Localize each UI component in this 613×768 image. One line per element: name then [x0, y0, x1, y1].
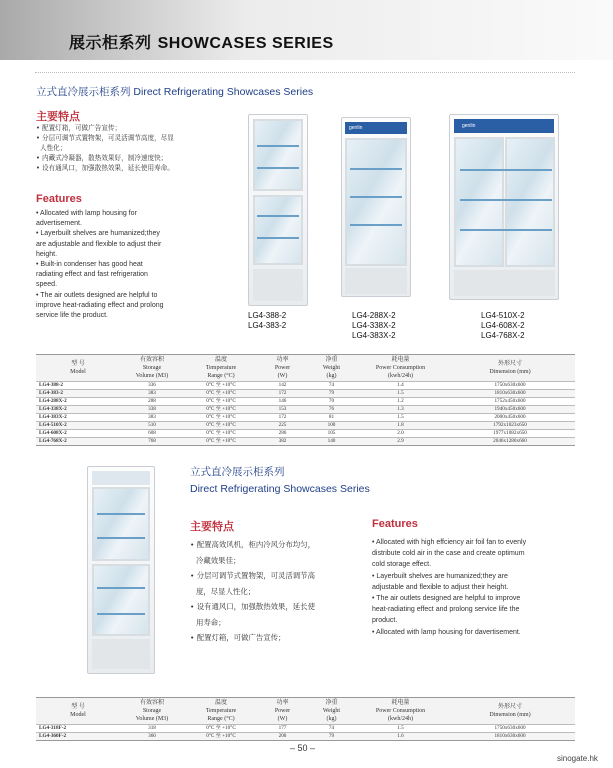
feature-line: • 内藏式冷凝器，散热效果好，制冷速度快；: [36, 154, 168, 162]
fridge-image-lg4-388: [248, 114, 308, 306]
col-volume: 有效容积 Storage Volume (M3): [135, 357, 169, 379]
table-cell: 74: [307, 725, 356, 733]
feature-line: cold storage effect.: [372, 561, 432, 569]
col-consumption: 耗电量 Power Consumption (kwh/24h): [375, 357, 426, 379]
model-label: LG4-338X-2: [352, 321, 396, 330]
table-cell: LG4-288X-2: [36, 398, 120, 406]
fridge-image-lg4-510x: [449, 114, 559, 300]
table-header-row: [36, 698, 575, 725]
section2-title-cn: 立式直冷展示柜系列: [190, 466, 285, 478]
models-group-2: [352, 311, 396, 341]
table-cell: 0°C 至 +10°C: [184, 406, 258, 414]
page-number: – 50 –: [290, 743, 316, 753]
section2-en-features-heading: Features: [372, 518, 418, 530]
feature-line: service life the product.: [36, 312, 108, 320]
table-cell: 153: [258, 406, 307, 414]
col-weight: 净重 Weight (kg): [322, 357, 341, 379]
section2-cn-features-heading: 主要特点: [190, 520, 234, 533]
table-cell: 0°C 至 +10°C: [184, 725, 258, 733]
col-dimension: 外形尺寸 Dimension (mm): [489, 361, 531, 375]
table-cell: LG4-608X-2: [36, 430, 120, 438]
feature-line: 人性化；: [40, 144, 67, 152]
table-cell: 1.8: [356, 422, 445, 430]
spec-table-2: [36, 697, 575, 741]
feature-line: 用寿命；: [196, 617, 226, 627]
table-cell: 225: [258, 422, 307, 430]
feature-line: • 分层可调节式置物架，可灵活调节高: [190, 571, 315, 580]
feature-line: height.: [36, 250, 58, 258]
table-cell: 383: [120, 390, 184, 398]
model-label: LG4-388-2: [248, 311, 287, 320]
table-cell: 0°C 至 +10°C: [184, 422, 258, 430]
col-model: 型 号 Model: [70, 704, 86, 718]
watermark: sinogate.hk: [557, 754, 598, 763]
table-cell: 0°C 至 +10°C: [184, 390, 258, 398]
page-title: [69, 30, 334, 53]
table-cell: 79: [307, 733, 356, 741]
section1-cn-features: [36, 123, 236, 173]
table-cell: 1.2: [356, 398, 445, 406]
page-title-en: SHOWCASES SERIES: [157, 35, 334, 52]
table-cell: 0°C 至 +10°C: [184, 733, 258, 741]
table-cell: 76: [307, 406, 356, 414]
table-cell: 74: [307, 382, 356, 390]
table-row: [36, 414, 575, 422]
table-cell: LG4-338X-2: [36, 406, 120, 414]
section2-en-features: [372, 537, 577, 638]
feature-line: improve heat-radiating effect and prolong: [36, 301, 164, 309]
section2-title-en: Direct Refrigerating Showcases Series: [190, 483, 370, 495]
feature-line: • 设有通风口，加强散热效果，延长使用寿命。: [36, 164, 174, 172]
feature-line: 冷藏效果佳；: [196, 555, 241, 565]
table-cell: 1752x450x600: [445, 398, 575, 406]
brand-logo: genlin: [345, 122, 407, 134]
table-cell: 382: [258, 438, 307, 446]
fridge-image-lg4-288x: [341, 117, 411, 297]
feature-line: • The air outlets designed are helpful to improve: [372, 595, 521, 603]
table-cell: LG4-360F-2: [36, 733, 120, 741]
table-cell: 105: [307, 430, 356, 438]
table-cell: 383: [120, 414, 184, 422]
table-cell: 1.4: [356, 382, 445, 390]
col-power: 功率 Power (W): [274, 700, 291, 722]
table-cell: 1750x630x600: [445, 725, 575, 733]
feature-line: • Allocated with high effciency air foil fan to evenly: [372, 539, 527, 546]
col-power: 功率 Power (W): [274, 357, 291, 379]
table-row: [36, 390, 575, 398]
table-cell: LG4-510X-2: [36, 422, 120, 430]
table-cell: 79: [307, 390, 356, 398]
feature-line: • 设有通风口，加强散热效果，延长使: [190, 602, 315, 611]
table-cell: LG4-383X-2: [36, 414, 120, 422]
table-cell: 172: [258, 414, 307, 422]
table-cell: 1.5: [356, 390, 445, 398]
table-row: [36, 422, 575, 430]
table-row: [36, 438, 575, 446]
section1-en-features-heading: Features: [36, 193, 82, 205]
table-row: [36, 733, 575, 741]
table-cell: 1810x630x600: [445, 733, 575, 741]
table-cell: 1.6: [356, 733, 445, 741]
feature-line: are adjustable and flexible to adjust their: [36, 240, 162, 248]
table-cell: 172: [258, 390, 307, 398]
table-cell: 2.9: [356, 438, 445, 446]
feature-line: • The air outlets designed are helpful to: [36, 291, 158, 299]
section1-cn-features-heading: 主要特点: [36, 110, 80, 123]
feature-line: product.: [372, 617, 398, 625]
table-cell: LG4-768X-2: [36, 438, 120, 446]
col-temp: 温度 Temperature Range (°C): [205, 357, 237, 379]
model-label: LG4-383X-2: [352, 331, 396, 340]
model-label: LG4-510X-2: [481, 311, 525, 320]
feature-line: • 分层可调节式置物架，可灵活调节高度，尽显: [36, 134, 174, 142]
table-cell: 338: [120, 406, 184, 414]
section1-title-en: Direct Refrigerating Showcases Series: [133, 86, 314, 98]
table-cell: 70: [307, 398, 356, 406]
table-cell: 200: [258, 733, 307, 741]
table-cell: 140: [307, 438, 356, 446]
table-cell: 1977x1082x650: [445, 430, 575, 438]
col-consumption: 耗电量 Power Consumption (kwh/24h): [375, 700, 426, 722]
model-label: LG4-608X-2: [481, 321, 525, 330]
table-cell: 0°C 至 +10°C: [184, 414, 258, 422]
model-label: LG4-768X-2: [481, 331, 525, 340]
section1-title: [36, 84, 313, 99]
table-cell: 81: [307, 414, 356, 422]
table-cell: 1810x630x600: [445, 390, 575, 398]
feature-line: advertisement.: [36, 220, 82, 228]
feature-line: • 配置灯箱，可做广告宣传；: [36, 124, 122, 132]
feature-line: • Layerbuilt shelves are humanized;they are: [372, 572, 508, 580]
table-row: [36, 725, 575, 733]
table-cell: 0°C 至 +10°C: [184, 430, 258, 438]
table-cell: 2046x1280x660: [445, 438, 575, 446]
table-row: [36, 398, 575, 406]
table-cell: 318: [120, 725, 184, 733]
table-header-row: [36, 355, 575, 382]
col-volume: 有效容积 Storage Volume (M3): [135, 700, 169, 722]
col-temp: 温度 Temperature Range (°C): [205, 700, 237, 722]
table-row: [36, 430, 575, 438]
feature-line: • Built-in condenser has good heat: [36, 261, 143, 269]
section1-en-features: [36, 209, 236, 321]
models-group-3: [481, 311, 525, 341]
feature-line: speed.: [36, 281, 58, 289]
table-cell: 1.3: [356, 406, 445, 414]
feature-line: • 配置灯箱，可做广告宣传；: [190, 633, 286, 642]
table-cell: 510: [120, 422, 184, 430]
col-weight: 净重 Weight (kg): [322, 700, 341, 722]
table-cell: 1750x630x600: [445, 382, 575, 390]
table-cell: LG4-383-2: [36, 390, 120, 398]
table-row: [36, 406, 575, 414]
section2-title: [190, 464, 370, 498]
feature-line: • Allocated with lamp housing for davertisement.: [372, 628, 521, 636]
page-title-cn: 展示柜系列: [69, 33, 152, 52]
table-cell: 0°C 至 +10°C: [184, 382, 258, 390]
table-cell: 2.0: [356, 430, 445, 438]
feature-line: adjustable and flexible to adjust their height.: [372, 583, 509, 591]
table-cell: 0°C 至 +10°C: [184, 438, 258, 446]
models-group-1: [248, 311, 286, 331]
feature-line: • Layerbuilt shelves are humanized;they: [36, 230, 160, 238]
table-cell: 100: [307, 422, 356, 430]
table-cell: 768: [120, 438, 184, 446]
table-row: [36, 382, 575, 390]
feature-line: • Allocated with lamp housing for: [36, 210, 137, 217]
table-cell: 177: [258, 725, 307, 733]
spec-table-1: [36, 354, 575, 446]
table-cell: 360: [120, 733, 184, 741]
feature-line: heat-radiating effect and prolong service life the: [372, 606, 520, 614]
feature-line: 度，尽显人性化；: [196, 586, 256, 596]
table-cell: LG4-388-2: [36, 382, 120, 390]
table-cell: 288: [120, 398, 184, 406]
section2-cn-features: [190, 537, 360, 646]
table-cell: LG4-318F-2: [36, 725, 120, 733]
feature-line: distribute cold air in the case and create optimum: [372, 550, 525, 558]
model-label: LG4-383-2: [248, 321, 287, 330]
brand-logo: genlin: [454, 119, 554, 133]
feature-line: radiating effect and fast refrigeration: [36, 271, 148, 279]
table-cell: 286: [258, 430, 307, 438]
table-cell: 608: [120, 430, 184, 438]
feature-line: • 配置高效风机，柜内冷风分布均匀，: [190, 540, 315, 549]
model-label: LG4-288X-2: [352, 311, 396, 320]
table-cell: 1.5: [356, 414, 445, 422]
table-cell: 0°C 至 +10°C: [184, 398, 258, 406]
table-cell: 2000x450x600: [445, 414, 575, 422]
col-model: 型 号 Model: [70, 361, 86, 375]
table-cell: 142: [258, 382, 307, 390]
table-cell: 1.5: [356, 725, 445, 733]
section1-title-cn: 立式直冷展示柜系列: [36, 86, 131, 98]
fridge-image-lg4-318f: [87, 466, 155, 674]
table-cell: 336: [120, 382, 184, 390]
table-cell: 146: [258, 398, 307, 406]
col-dimension: 外形尺寸 Dimension (mm): [489, 704, 531, 718]
table-cell: 1940x450x600: [445, 406, 575, 414]
table-cell: 1792x1023x650: [445, 422, 575, 430]
divider: [35, 72, 575, 73]
